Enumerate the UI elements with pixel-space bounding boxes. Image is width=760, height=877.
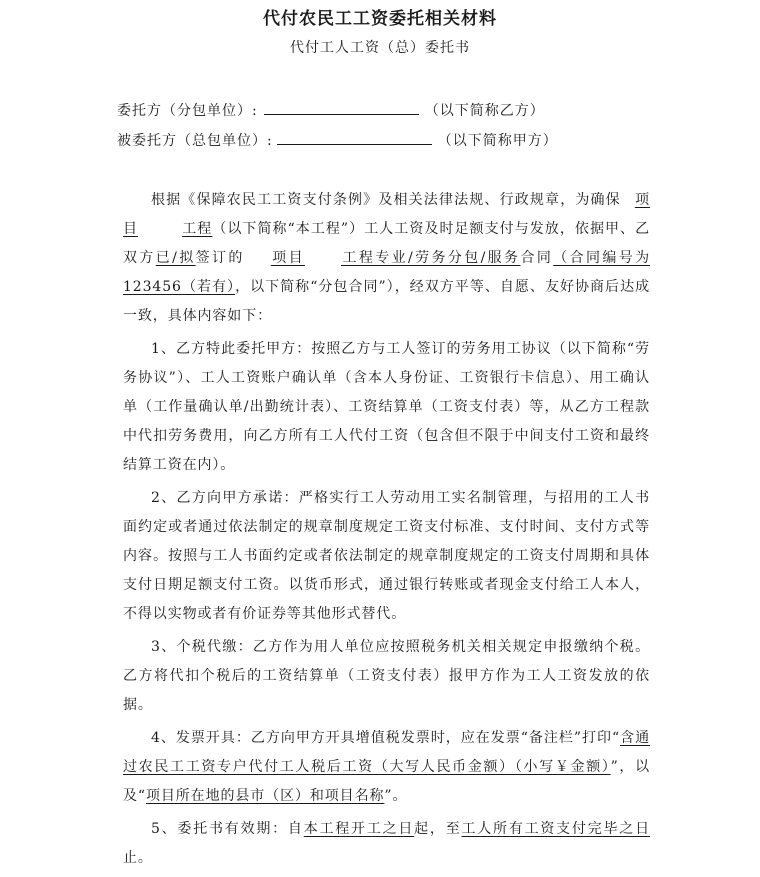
entrusted-party-line xyxy=(117,130,558,150)
validity-end: 工人所有工资支付完毕之日 xyxy=(461,821,650,837)
clause-5-text-a: 5、委托书有效期：自 xyxy=(151,821,304,837)
intro-text-4: 合同 xyxy=(520,250,554,266)
clause-5-text-b: 起，至 xyxy=(414,821,462,837)
entrusted-party-note: （以下简称甲方） xyxy=(437,133,558,149)
clause-5 xyxy=(123,815,650,873)
project-a3: 工程 xyxy=(182,221,213,237)
clause-4-text-b: ”，以及“ xyxy=(123,759,650,804)
document-body xyxy=(123,186,650,877)
clause-4-text-a: 4、发票开具：乙方向甲方开具增值税发票时，应在发票“备注栏”打印“ xyxy=(151,730,621,746)
entrusting-party-line xyxy=(117,100,545,120)
document-subtitle: 代付工人工资（总）委托书 xyxy=(290,40,470,56)
project-name-blank-b xyxy=(245,250,521,266)
project-a2: 目 xyxy=(123,221,139,237)
document-title: 代付农民工工资委托相关材料 xyxy=(263,9,497,29)
signed-status: 已/拟 xyxy=(155,250,196,266)
entrusted-party-label: 被委托方（总包单位）: xyxy=(117,133,273,149)
intro-text-5: ，以下简称“分包合同”），经双方平等、自愿、友好协商后达成一致，具体内容如下： xyxy=(123,279,650,324)
project-b2: 工程专业/劳务分包/服务 xyxy=(341,250,521,266)
clause-5-text-c: 止。 xyxy=(123,850,153,866)
project-name-blank-a2 xyxy=(123,221,212,237)
entrusting-party-label: 委托方（分包单位）: xyxy=(117,103,258,119)
intro-text-1: 根据《保障农民工工资支付条例》及相关法律法规、行政规章，为确保 xyxy=(151,192,621,208)
intro-text-2: （以下简称“本工程”）工人工资及时足额支付与发放，依据甲、乙双方 xyxy=(123,221,650,266)
project-name-blank-a xyxy=(621,192,650,208)
entrusting-party-blank xyxy=(264,100,419,115)
clause-2: 2、乙方向甲方承诺：严格实行工人劳动用工实名制管理，与招用的工人书面约定或者通过依法制定的规章制度规定工资支付标准、支付时间、支付方式等内容。按照与工人书面约定或者依法制定的规章制度规定的工资支付周期和具体支付日期足额支付工资。以货币形式，通过银行转账或者现金支付给工人本人，不得以实物或者有价证券等其他形式替代。 xyxy=(123,490,650,622)
invoice-remark-text: 含通过农民工工资专户代付工人税后工资（大写人民币金额）（小写￥金额） xyxy=(123,730,650,775)
validity-start: 本工程开工之日 xyxy=(303,821,415,837)
clause-4 xyxy=(123,724,650,811)
project-a1: 项 xyxy=(634,192,650,208)
entrusted-party-blank xyxy=(277,130,432,145)
clause-1: 1、乙方特此委托甲方：按照乙方与工人签订的劳务用工协议（以下简称“劳务协议”）、工人工资账户确认单（含本人身份证、工资银行卡信息）、用工确认单（工作量确认单/出勤统计表）、工资结算单（工资支付表）等，从乙方工程款中代扣劳务费用，向乙方所有工人代付工资（包含但不限于中间支付工资和最终结算工资在内）。 xyxy=(123,341,650,473)
clause-4-text-c: ”。 xyxy=(384,788,408,804)
entrusting-party-note: （以下简称乙方） xyxy=(424,103,545,119)
contract-number: （合同编号为123456（若有） xyxy=(123,250,651,295)
project-b1: 项目 xyxy=(270,250,305,266)
clause-3: 3、个税代缴：乙方作为用人单位应按照税务机关相关规定申报缴纳个税。乙方将代扣个税后的工资结算单（工资支付表）报甲方作为工人工资发放的依据。 xyxy=(123,639,650,713)
project-location-text: 项目所在地的县市（区）和项目名称 xyxy=(145,788,385,804)
intro-paragraph xyxy=(123,186,650,331)
intro-text-3: 签订的 xyxy=(195,250,245,266)
